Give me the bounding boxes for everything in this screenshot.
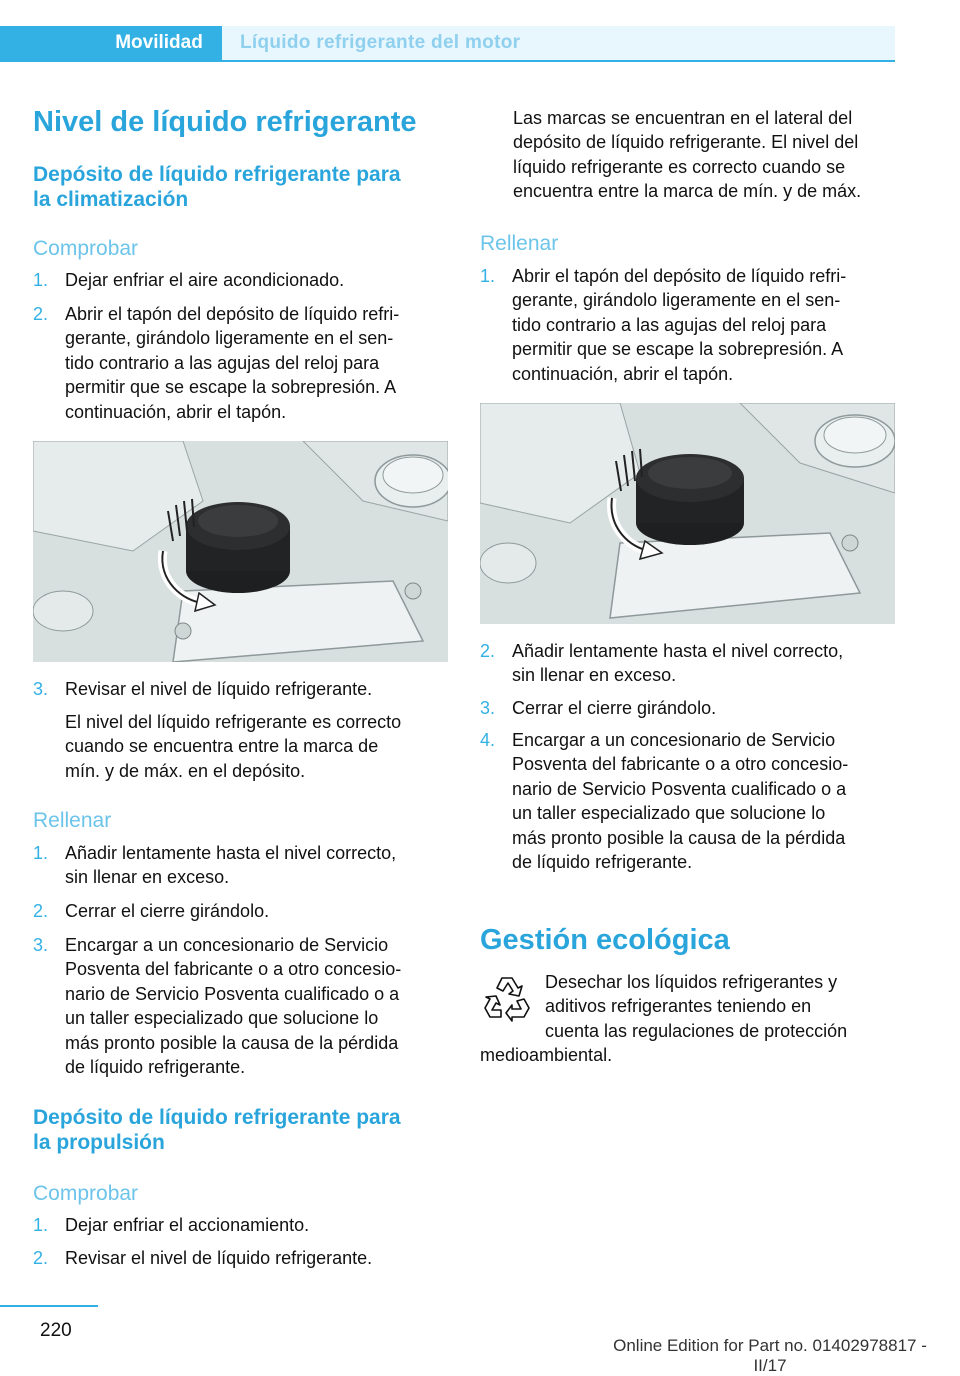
step-number: 2. [33,304,49,324]
heading-comprobar-1: Comprobar [33,237,139,260]
coolant-cap-photo [33,441,448,662]
edition-note: Online Edition for Part no. 01402978817 - II/17 [613,1336,927,1375]
eco-line-3: cuenta las regulaciones de protección [545,1021,848,1041]
step-text: Revisar el nivel de líquido refrigerante. [65,679,373,699]
step-number: 3. [480,698,496,718]
footer-rule [0,1305,98,1307]
heading-comprobar-2: Comprobar [33,1182,139,1205]
step-text: Encargar a un concesionario de Servicio Posventa del fabricante o a otro concesio‐ nario de Servicio Posventa cualificado o a un taller especializado que solucione lo más pronto posible la causa de la pérdida de líquido refrigerante. [512,730,849,873]
coolant-cap-photo-2 [480,403,895,624]
header-accent [0,26,96,60]
step-number: 4. [480,730,496,750]
page-title: Nivel de líquido refrigerante [33,106,417,138]
topic-title: Líquido refrigerante del motor [240,32,521,53]
heading-rellenar-2: Rellenar [480,232,559,255]
header-rule [0,60,895,62]
marks-intro: Las marcas se encuentran en el lateral del depósito de líquido refrigerante. El nivel del líquido refrigerante es correcto cuando se encuentra entre la marca de mín. y de máx. [513,108,862,202]
heading-rellenar-1: Rellenar [33,809,112,832]
step-number: 2. [33,1248,49,1268]
step-text: Abrir el tapón del depósito de líquido refri‐ gerante, girándolo ligeramente en el sen‐ tido contrario a las agujas del reloj para permitir que se escape la sobrepresión. A continuación, abrir el tapón. [65,304,400,422]
step-number: 3. [33,679,49,699]
step-text: Cerrar el cierre girándolo. [65,901,270,921]
step-text: Abrir el tapón del depósito de líquido refri‐ gerante, girándolo ligeramente en el sen‐ tido contrario a las agujas del reloj para permitir que se escape la sobrepresión. A continuación, abrir el tapón. [512,266,847,384]
step-number: 1. [33,843,49,863]
step-text: Cerrar el cierre girándolo. [512,698,717,718]
eco-line-4: medioambiental. [480,1045,613,1065]
step-number: 1. [33,1215,49,1235]
subtitle-propulsion: Depósito de líquido refrigerante para la propulsión [33,1106,401,1154]
step-text: Dejar enfriar el aire acondicionado. [65,270,345,290]
step-text: Encargar a un concesionario de Servicio Posventa del fabricante o a otro concesio‐ nario de Servicio Posventa cualificado o a un taller especializado que solucione lo más pronto posible la causa de la pérdida de líquido refrigerante. [65,935,402,1078]
step-number: 2. [33,901,49,921]
step-number: 1. [33,270,49,290]
eco-title: Gestión ecológica [480,924,730,956]
page-number: 220 [40,1320,72,1341]
subtitle-climatizacion: Depósito de líquido refrigerante para la climatización [33,163,401,211]
step-text: Revisar el nivel de líquido refrigerante. [65,1248,373,1268]
step-number: 1. [480,266,496,286]
level-note: El nivel del líquido refrigerante es correcto cuando se encuentra entre la marca de mín. y de máx. en el depósito. [65,712,402,781]
step-text: Añadir lentamente hasta el nivel correcto, sin llenar en exceso. [65,843,397,888]
step-text: Añadir lentamente hasta el nivel correcto, sin llenar en exceso. [512,641,844,686]
recycle-icon [482,972,532,1022]
step-text: Dejar enfriar el accionamiento. [65,1215,310,1235]
section-title: Movilidad [96,26,222,60]
eco-line-2: aditivos refrigerantes teniendo en [545,996,812,1016]
eco-line-1: Desechar los líquidos refrigerantes y [545,972,838,992]
step-number: 3. [33,935,49,955]
step-number: 2. [480,641,496,661]
